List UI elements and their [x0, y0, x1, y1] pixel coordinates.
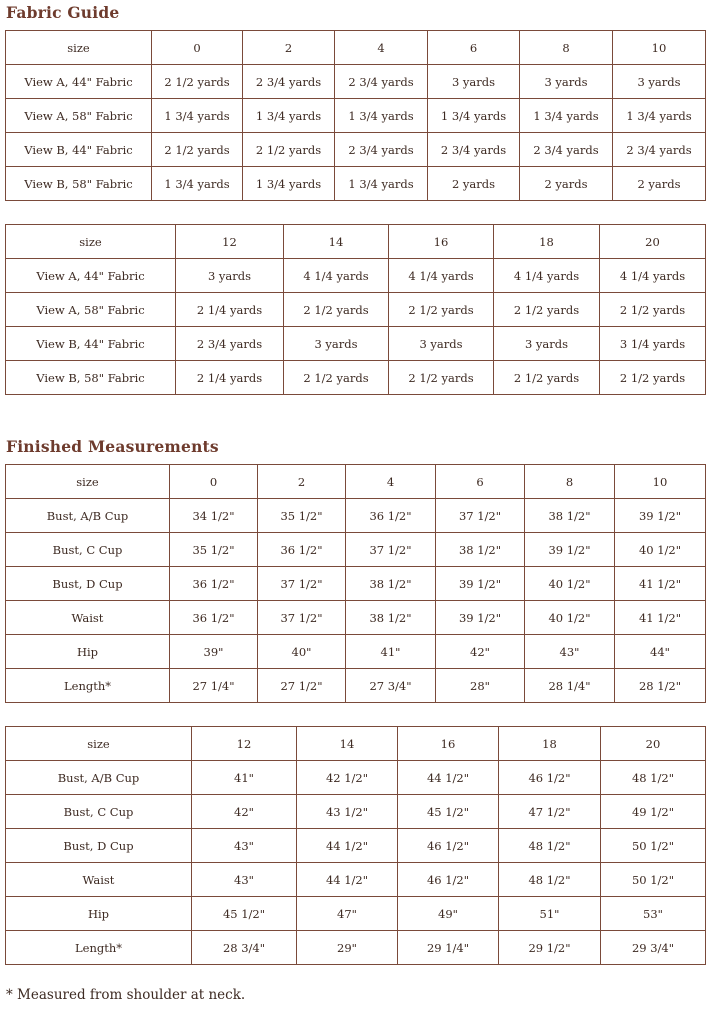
table-header-row [6, 31, 706, 65]
table-cell: 2 yards [520, 167, 613, 201]
table-cell: 1 3/4 yards [335, 167, 428, 201]
table-cell: 2 3/4 yards [176, 327, 284, 361]
table-row [6, 167, 706, 201]
row-label-cell: Bust, D Cup [6, 567, 170, 601]
table-row [6, 601, 706, 635]
table-cell: 38 1/2" [436, 533, 525, 567]
table-cell: 36 1/2" [346, 499, 436, 533]
size-column-header: 10 [615, 465, 706, 499]
measurements-table-large-sizes [5, 726, 706, 965]
table-cell: 28 1/2" [615, 669, 706, 703]
table-cell: 27 3/4" [346, 669, 436, 703]
table-cell: 4 1/4 yards [600, 259, 706, 293]
table-cell: 1 3/4 yards [243, 99, 335, 133]
table-cell: 1 3/4 yards [152, 167, 243, 201]
table-cell: 1 3/4 yards [428, 99, 520, 133]
table-cell: 3 yards [494, 327, 600, 361]
table-header-row [6, 225, 706, 259]
table-cell: 29 1/4" [398, 931, 499, 965]
table-cell: 36 1/2" [258, 533, 346, 567]
table-cell: 2 3/4 yards [613, 133, 706, 167]
row-label-cell: View A, 58" Fabric [6, 99, 152, 133]
table-cell: 39 1/2" [436, 601, 525, 635]
table-cell: 29 1/2" [499, 931, 601, 965]
table-cell: 2 3/4 yards [335, 65, 428, 99]
size-column-header: 0 [152, 31, 243, 65]
table-cell: 2 1/2 yards [494, 293, 600, 327]
table-cell: 2 yards [613, 167, 706, 201]
table-cell: 43" [192, 829, 297, 863]
table-cell: 1 3/4 yards [243, 167, 335, 201]
table-cell: 45 1/2" [398, 795, 499, 829]
size-header-cell: size [6, 225, 176, 259]
table-cell: 3 yards [613, 65, 706, 99]
table-cell: 40 1/2" [615, 533, 706, 567]
table-cell: 2 1/2 yards [284, 293, 389, 327]
table-cell: 2 1/2 yards [152, 133, 243, 167]
table-cell: 2 1/2 yards [389, 361, 494, 395]
table-cell: 1 3/4 yards [335, 99, 428, 133]
table-cell: 44" [615, 635, 706, 669]
table-cell: 38 1/2" [525, 499, 615, 533]
table-row [6, 931, 706, 965]
table-cell: 37 1/2" [436, 499, 525, 533]
table-cell: 2 3/4 yards [243, 65, 335, 99]
table-row [6, 327, 706, 361]
size-column-header: 2 [243, 31, 335, 65]
row-label-cell: Bust, C Cup [6, 795, 192, 829]
row-label-cell: Bust, A/B Cup [6, 499, 170, 533]
table-cell: 37 1/2" [346, 533, 436, 567]
size-column-header: 14 [284, 225, 389, 259]
table-cell: 29 3/4" [601, 931, 706, 965]
size-column-header: 0 [170, 465, 258, 499]
measurements-table-small-sizes [5, 464, 706, 703]
size-column-header: 2 [258, 465, 346, 499]
row-label-cell: Bust, D Cup [6, 829, 192, 863]
row-label-cell: Hip [6, 635, 170, 669]
footnote: * Measured from shoulder at neck. [6, 987, 246, 1003]
table-cell: 37 1/2" [258, 567, 346, 601]
row-label-cell: Bust, A/B Cup [6, 761, 192, 795]
table-cell: 43" [525, 635, 615, 669]
table-cell: 3 yards [389, 327, 494, 361]
table-row [6, 635, 706, 669]
row-label-cell: Length* [6, 669, 170, 703]
table-row [6, 829, 706, 863]
table-cell: 53" [601, 897, 706, 931]
size-column-header: 6 [436, 465, 525, 499]
size-header-cell: size [6, 727, 192, 761]
table-cell: 44 1/2" [297, 863, 398, 897]
table-cell: 35 1/2" [258, 499, 346, 533]
table-cell: 39 1/2" [615, 499, 706, 533]
size-column-header: 4 [335, 31, 428, 65]
table-cell: 46 1/2" [398, 829, 499, 863]
table-cell: 2 1/2 yards [600, 361, 706, 395]
table-cell: 35 1/2" [170, 533, 258, 567]
table-cell: 29" [297, 931, 398, 965]
table-cell: 51" [499, 897, 601, 931]
finished-measurements-title: Finished Measurements [6, 437, 219, 456]
size-column-header: 20 [601, 727, 706, 761]
table-cell: 43 1/2" [297, 795, 398, 829]
table-cell: 40 1/2" [525, 601, 615, 635]
size-column-header: 10 [613, 31, 706, 65]
table-row [6, 65, 706, 99]
table-row [6, 761, 706, 795]
table-row [6, 99, 706, 133]
row-label-cell: Length* [6, 931, 192, 965]
table-cell: 3 yards [428, 65, 520, 99]
row-label-cell: View A, 44" Fabric [6, 259, 176, 293]
table-row [6, 897, 706, 931]
table-cell: 36 1/2" [170, 567, 258, 601]
table-cell: 3 1/4 yards [600, 327, 706, 361]
fabric-guide-table-large-sizes [5, 224, 706, 395]
size-column-header: 18 [499, 727, 601, 761]
table-cell: 46 1/2" [398, 863, 499, 897]
size-column-header: 4 [346, 465, 436, 499]
table-cell: 1 3/4 yards [613, 99, 706, 133]
row-label-cell: Bust, C Cup [6, 533, 170, 567]
table-cell: 47 1/2" [499, 795, 601, 829]
fabric-guide-table-small-sizes [5, 30, 706, 201]
table-cell: 44 1/2" [297, 829, 398, 863]
table-cell: 48 1/2" [601, 761, 706, 795]
table-cell: 34 1/2" [170, 499, 258, 533]
table-row [6, 133, 706, 167]
row-label-cell: View B, 44" Fabric [6, 133, 152, 167]
table-header-row [6, 465, 706, 499]
table-cell: 49" [398, 897, 499, 931]
table-cell: 2 1/2 yards [389, 293, 494, 327]
table-cell: 2 1/4 yards [176, 293, 284, 327]
table-cell: 2 1/4 yards [176, 361, 284, 395]
table-header-row [6, 727, 706, 761]
table-cell: 2 3/4 yards [428, 133, 520, 167]
size-header-cell: size [6, 31, 152, 65]
table-cell: 41" [192, 761, 297, 795]
size-column-header: 8 [525, 465, 615, 499]
size-column-header: 12 [176, 225, 284, 259]
size-column-header: 6 [428, 31, 520, 65]
table-cell: 4 1/4 yards [389, 259, 494, 293]
table-cell: 2 1/2 yards [600, 293, 706, 327]
row-label-cell: Waist [6, 863, 192, 897]
table-cell: 2 1/2 yards [243, 133, 335, 167]
table-row [6, 499, 706, 533]
size-column-header: 16 [389, 225, 494, 259]
table-cell: 43" [192, 863, 297, 897]
table-cell: 41" [346, 635, 436, 669]
size-column-header: 12 [192, 727, 297, 761]
table-row [6, 669, 706, 703]
row-label-cell: View A, 44" Fabric [6, 65, 152, 99]
table-cell: 49 1/2" [601, 795, 706, 829]
table-cell: 28 1/4" [525, 669, 615, 703]
table-cell: 4 1/4 yards [494, 259, 600, 293]
table-cell: 2 1/2 yards [494, 361, 600, 395]
table-row [6, 863, 706, 897]
table-cell: 41 1/2" [615, 567, 706, 601]
size-header-cell: size [6, 465, 170, 499]
table-cell: 36 1/2" [170, 601, 258, 635]
table-cell: 48 1/2" [499, 863, 601, 897]
table-cell: 42" [192, 795, 297, 829]
table-cell: 48 1/2" [499, 829, 601, 863]
table-cell: 46 1/2" [499, 761, 601, 795]
table-cell: 27 1/2" [258, 669, 346, 703]
table-cell: 28" [436, 669, 525, 703]
table-cell: 38 1/2" [346, 567, 436, 601]
table-row [6, 533, 706, 567]
table-row [6, 361, 706, 395]
table-cell: 4 1/4 yards [284, 259, 389, 293]
row-label-cell: View B, 58" Fabric [6, 167, 152, 201]
row-label-cell: View B, 44" Fabric [6, 327, 176, 361]
table-row [6, 259, 706, 293]
table-cell: 50 1/2" [601, 863, 706, 897]
size-column-header: 14 [297, 727, 398, 761]
table-cell: 3 yards [520, 65, 613, 99]
table-row [6, 567, 706, 601]
table-cell: 2 1/2 yards [284, 361, 389, 395]
table-cell: 38 1/2" [346, 601, 436, 635]
table-cell: 42 1/2" [297, 761, 398, 795]
size-column-header: 8 [520, 31, 613, 65]
row-label-cell: Waist [6, 601, 170, 635]
table-cell: 2 3/4 yards [335, 133, 428, 167]
table-cell: 39 1/2" [525, 533, 615, 567]
table-cell: 47" [297, 897, 398, 931]
table-cell: 2 1/2 yards [152, 65, 243, 99]
size-column-header: 16 [398, 727, 499, 761]
table-cell: 27 1/4" [170, 669, 258, 703]
row-label-cell: View A, 58" Fabric [6, 293, 176, 327]
table-cell: 3 yards [176, 259, 284, 293]
table-row [6, 293, 706, 327]
table-cell: 28 3/4" [192, 931, 297, 965]
table-cell: 50 1/2" [601, 829, 706, 863]
table-cell: 39 1/2" [436, 567, 525, 601]
table-cell: 44 1/2" [398, 761, 499, 795]
table-cell: 40" [258, 635, 346, 669]
table-cell: 2 3/4 yards [520, 133, 613, 167]
size-column-header: 18 [494, 225, 600, 259]
table-cell: 1 3/4 yards [520, 99, 613, 133]
table-cell: 45 1/2" [192, 897, 297, 931]
table-cell: 37 1/2" [258, 601, 346, 635]
table-cell: 42" [436, 635, 525, 669]
table-cell: 2 yards [428, 167, 520, 201]
table-row [6, 795, 706, 829]
table-cell: 39" [170, 635, 258, 669]
table-cell: 1 3/4 yards [152, 99, 243, 133]
table-cell: 3 yards [284, 327, 389, 361]
size-column-header: 20 [600, 225, 706, 259]
table-cell: 41 1/2" [615, 601, 706, 635]
row-label-cell: Hip [6, 897, 192, 931]
fabric-guide-title: Fabric Guide [6, 3, 120, 22]
table-cell: 40 1/2" [525, 567, 615, 601]
row-label-cell: View B, 58" Fabric [6, 361, 176, 395]
